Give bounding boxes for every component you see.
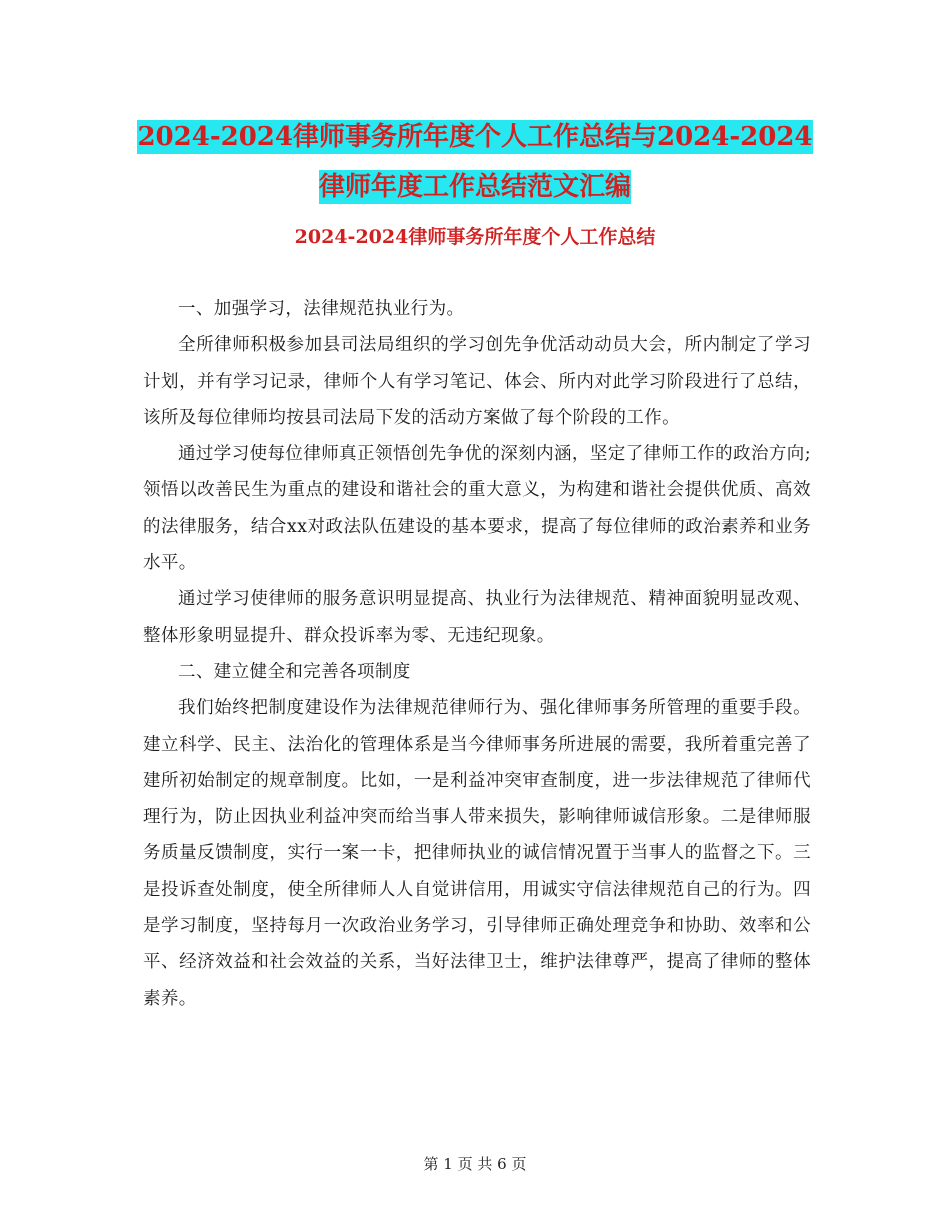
document-body xyxy=(143,291,811,1017)
section-title: 2024-2024律师事务所年度个人工作总结 xyxy=(294,226,656,248)
document-title xyxy=(120,112,830,212)
paragraph: 全所律师积极参加县司法局组织的学习创先争优活动动员大会，所内制定了学习计划，并有学习记录，律师个人有学习笔记、体会、所内对此学习阶段进行了总结，该所及每位律师均按县司法局下发的活动方案做了每个阶段的工作。 xyxy=(143,335,811,428)
document-title-line-2: 律师年度工作总结范文汇编 xyxy=(318,172,631,202)
document-title-line-1: 2024-2024律师事务所年度个人工作总结与2024-2024 xyxy=(137,122,813,152)
paragraph: 通过学习使律师的服务意识明显提高、执业行为法律规范、精神面貌明显改观、整体形象明显提升、群众投诉率为零、无违纪现象。 xyxy=(143,589,811,646)
paragraph-heading-2: 二、建立健全和完善各项制度 xyxy=(178,661,411,682)
paragraph: 通过学习使每位律师真正领悟创先争优的深刻内涵，坚定了律师工作的政治方向;领悟以改善民生为重点的建设和谐社会的重大意义，为构建和谐社会提供优质、高效的法律服务，结合xx对政法队伍建设的基本要求，提高了每位律师的政治素养和业务水平。 xyxy=(143,444,811,574)
paragraph: 我们始终把制度建设作为法律规范律师行为、强化律师事务所管理的重要手段。建立科学、民主、法治化的管理体系是当今律师事务所进展的需要，我所着重完善了建所初始制定的规章制度。比如，一是利益冲突审查制度，进一步法律规范了律师代理行为，防止因执业利益冲突而给当事人带来损失，影响律师诚信形象。二是律师服务质量反馈制度，实行一案一卡，把律师执业的诚信情况置于当事人的监督之下。三是投诉查处制度，使全所律师人人自觉讲信用，用诚实守信法律规范自己的行为。四是学习制度，坚持每月一次政治业务学习，引导律师正确处理竞争和协助、效率和公平、经济效益和社会效益的关系，当好法律卫士，维护法律尊严，提高了律师的整体素养。 xyxy=(143,698,811,1009)
page-footer: 第 1 页 共 6 页 xyxy=(423,1155,527,1173)
paragraph-heading-1: 一、加强学习，法律规范执业行为。 xyxy=(178,299,465,319)
